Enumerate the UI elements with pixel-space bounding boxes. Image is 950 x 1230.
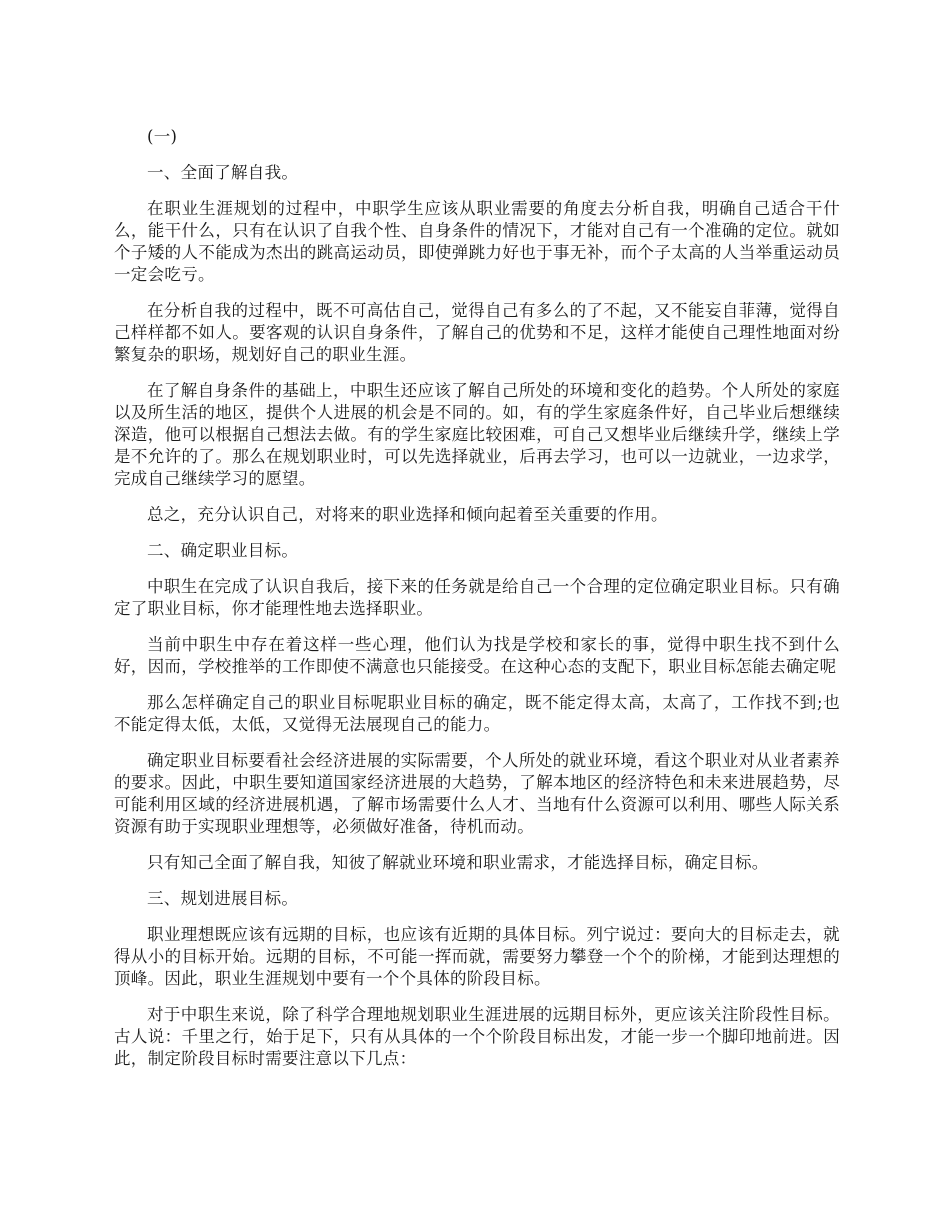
paragraph: 确定职业目标要看社会经济进展的实际需要，个人所处的就业环境，看这个职业对从业者素养的要求。因此，中职生要知道国家经济进展的大趋势，了解本地区的经济特色和未来进展趋势，尽可能利用区域的经济进展机遇，了解市场需要什么人才、当地有什么资源可以利用、哪些人际关系资源有助于实现职业理想等，必须做好准备，待机而动。 xyxy=(114,751,840,836)
document-page xyxy=(114,126,840,1084)
section-heading: 三、规划进展目标。 xyxy=(147,889,299,908)
paragraph: 中职生在完成了认识自我后，接下来的任务就是给自己一个合理的定位确定职业目标。只有确定了职业目标，你才能理性地去选择职业。 xyxy=(114,577,840,618)
paragraph: 在职业生涯规划的过程中，中职学生应该从职业需要的角度去分析自我，明确自己适合干什么，能干什么，只有在认识了自我个性、自身条件的情况下，才能对自己有一个准确的定位。就如个子矮的人不能成为杰出的跳高运动员，即使弹跳力好也于事无补，而个子太高的人当举重运动员一定会吃亏。 xyxy=(114,199,840,284)
paragraph: 当前中职生中存在着这样一些心理，他们认为找是学校和家长的事，觉得中职生找不到什么好，因而，学校推举的工作即使不满意也只能接受。在这种心态的支配下，职业目标怎能去确定呢 xyxy=(114,635,840,676)
paragraph: 只有知己全面了解自我，知彼了解就业环境和职业需求，才能选择目标，确定目标。 xyxy=(147,853,769,872)
paragraph: 总之，充分认识自己，对将来的职业选择和倾向起着至关重要的作用。 xyxy=(147,505,668,524)
paragraph: 职业理想既应该有远期的目标，也应该有近期的具体目标。列宁说过：要向大的目标走去，就得从小的目标开始。远期的目标，不可能一挥而就，需要努力攀登一个个的阶梯，才能到达理想的顶峰。因此，职业生涯规划中要有一个个具体的阶段目标。 xyxy=(114,925,840,988)
paragraph: 在分析自我的过程中，既不可高估自己，觉得自己有多么的了不起，又不能妄自菲薄，觉得自己样样都不如人。要客观的认识自身条件，了解自己的优势和不足，这样才能使自己理性地面对纷繁复杂的职场，规划好自己的职业生涯。 xyxy=(114,301,840,364)
section-heading: 二、确定职业目标。 xyxy=(147,541,299,560)
section-heading: 一、全面了解自我。 xyxy=(147,163,299,182)
paragraph: 对于中职生来说，除了科学合理地规划职业生涯进展的远期目标外，更应该关注阶段性目标。古人说：千里之行，始于足下，只有从具体的一个个阶段目标出发，才能一步一个脚印地前进。因此，制定阶段目标时需要注意以下几点： xyxy=(114,1005,840,1068)
paragraph: 在了解自身条件的基础上，中职生还应该了解自己所处的环境和变化的趋势。个人所处的家庭以及所生活的地区，提供个人进展的机会是不同的。如，有的学生家庭条件好，自己毕业后想继续深造，他可以根据自己想法去做。有的学生家庭比较困难，可自己又想毕业后继续升学，继续上学是不允许的了。那么在规划职业时，可以先选择就业，后再去学习，也可以一边就业，一边求学，完成自己继续学习的愿望。 xyxy=(114,381,840,488)
paragraph: 那么怎样确定自己的职业目标呢职业目标的确定，既不能定得太高，太高了，工作找不到;也不能定得太低，太低，又觉得无法展现自己的能力。 xyxy=(114,693,840,734)
part-label: (一) xyxy=(147,127,178,146)
